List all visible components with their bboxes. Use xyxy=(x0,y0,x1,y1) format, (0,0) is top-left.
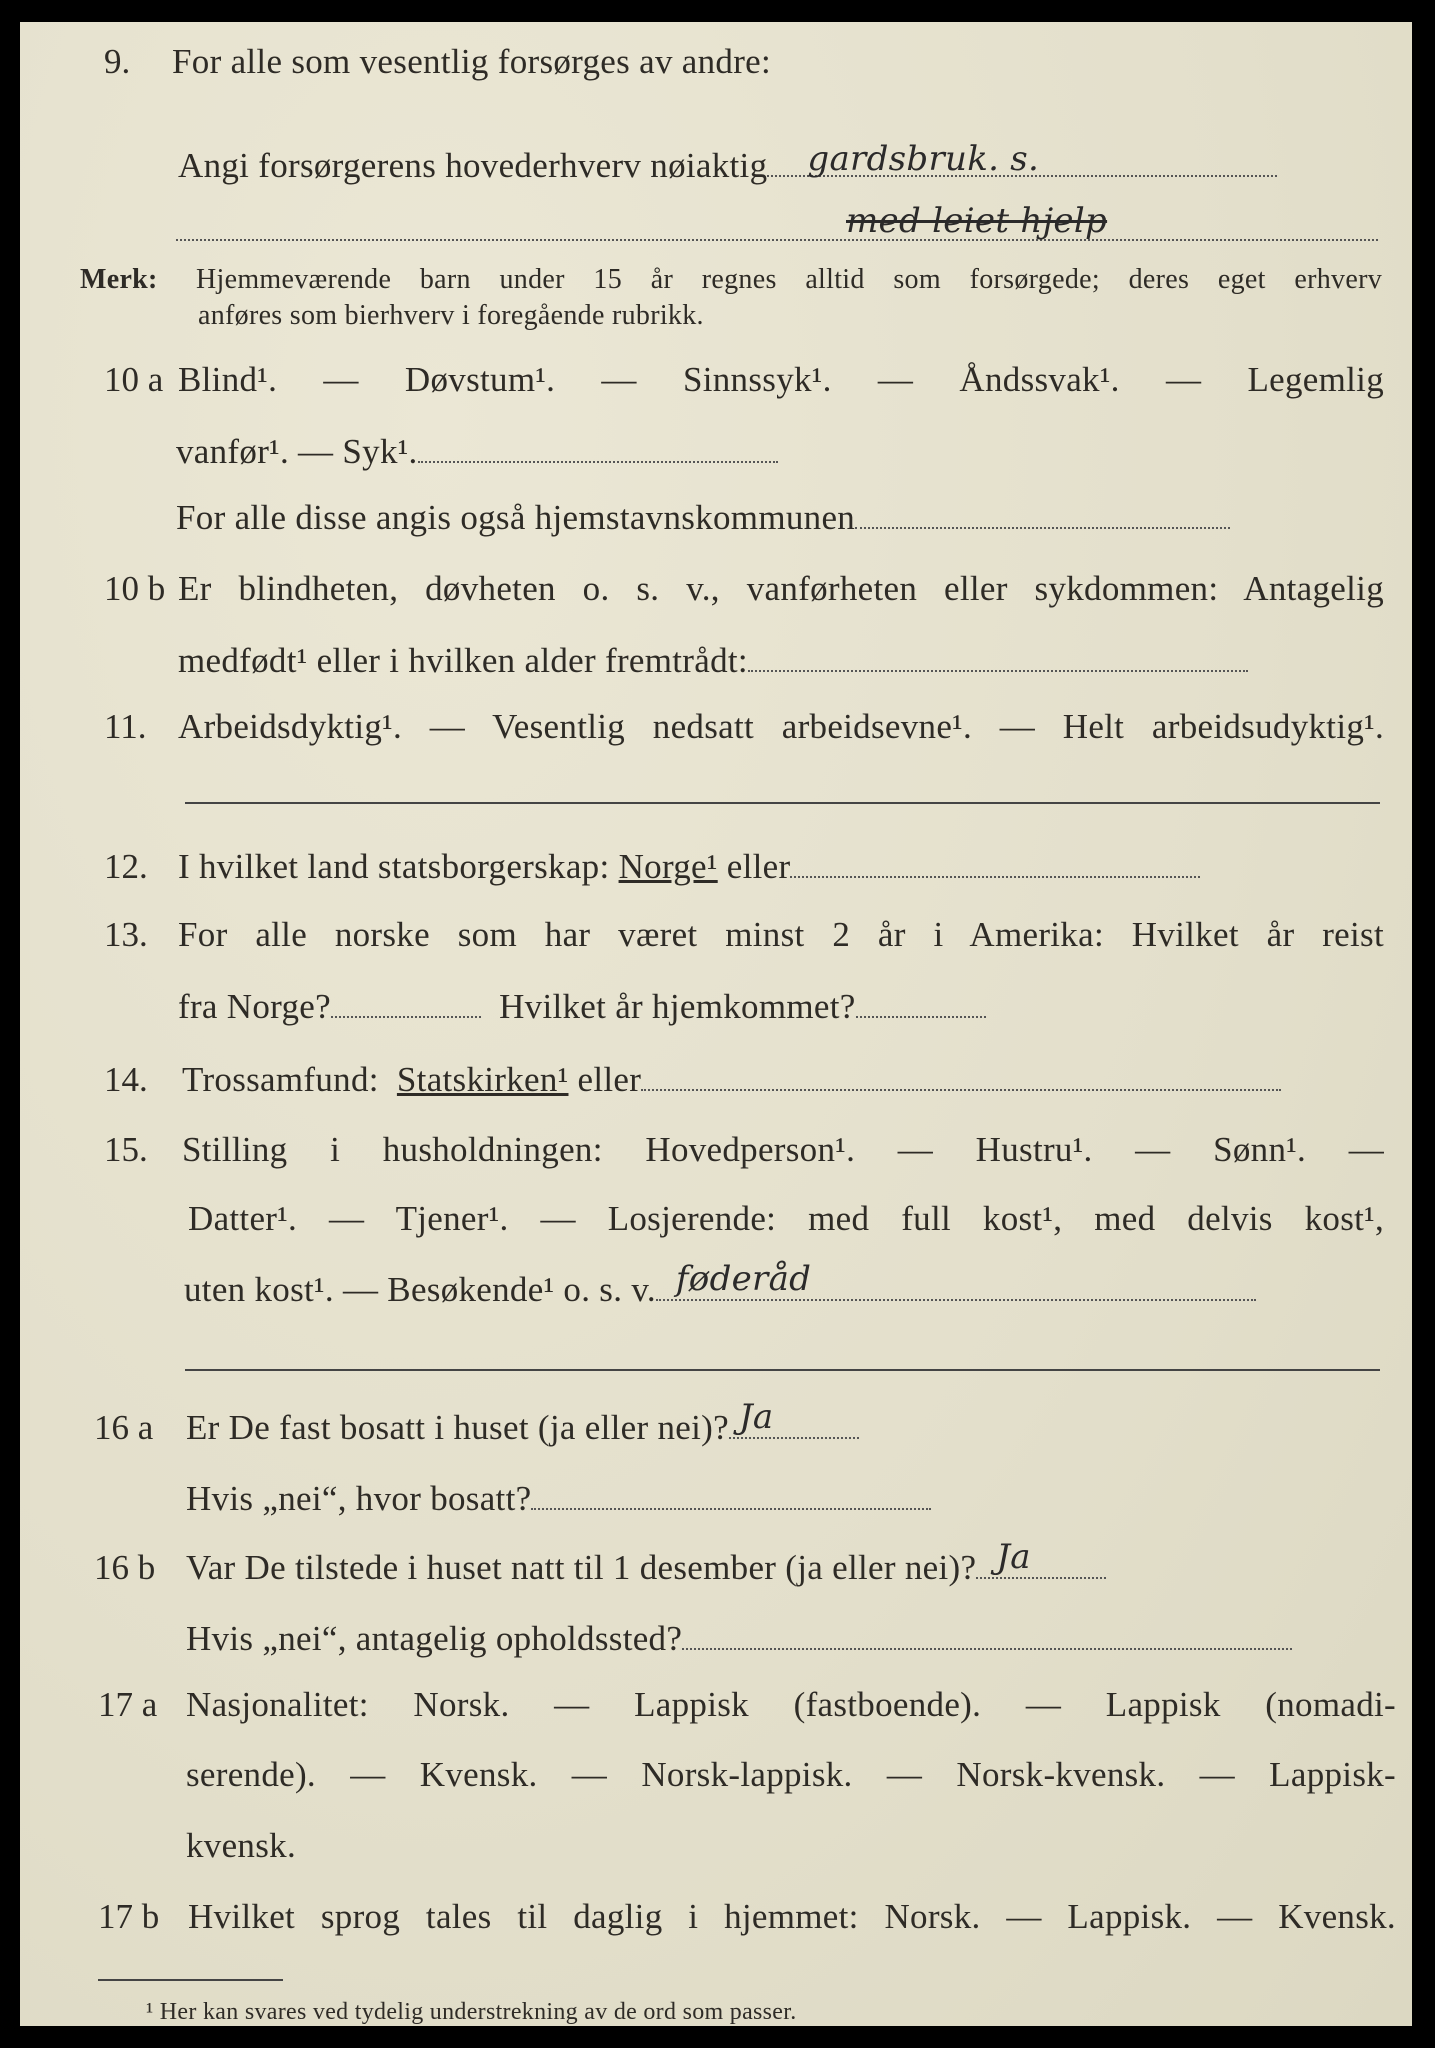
q12-selected-norge[interactable]: Norge¹ xyxy=(618,847,718,886)
q17a-line2: serende). — Kvensk. — Norsk-lappisk. — Norsk-kvensk. — Lappisk- xyxy=(186,1755,1396,1794)
q16a-line2-text: Hvis „nei“, hvor bosatt? xyxy=(186,1479,532,1518)
q9-line1: For alle som vesentlig forsørges av andre: xyxy=(172,42,772,81)
q9-answer1: gardsbruk. s. xyxy=(807,139,1040,179)
q13-reist-field[interactable] xyxy=(331,990,481,1018)
q15-answer: føderåd xyxy=(675,1259,812,1299)
q13-line1: For alle norske som har været minst 2 år i Amerika: Hvilket år reist xyxy=(178,915,1384,954)
q16b-opholdssted-field[interactable] xyxy=(682,1622,1292,1650)
q10a-number: 10 a xyxy=(104,360,164,399)
q17b-line1: Hvilket sprog tales til daglig i hjemmet: Norsk. — Lappisk. — Kvensk. xyxy=(188,1897,1396,1936)
q10a-line2-text: vanfør¹. — Syk¹. xyxy=(176,432,418,471)
q16b-line1 xyxy=(186,1537,1106,1588)
q15-line3-text: uten kost¹. — Besøkende¹ o. s. v. xyxy=(184,1270,656,1309)
q16a-answer: Ja xyxy=(738,1397,774,1437)
q11-line1: Arbeidsdyktig¹. — Vesentlig nedsatt arbeidsevne¹. — Helt arbeidsudyktig¹. xyxy=(178,707,1384,746)
q12-number: 12. xyxy=(104,847,148,886)
q15-number: 15. xyxy=(104,1130,148,1169)
q9-answer-field[interactable] xyxy=(767,139,1277,179)
q13-number: 13. xyxy=(104,915,148,954)
q16a-line1 xyxy=(186,1397,859,1448)
q10b-line1: Er blindheten, døvheten o. s. v., vanførheten eller sykdommen: Antagelig xyxy=(178,569,1384,608)
q15-answer-field[interactable] xyxy=(656,1259,1256,1301)
q12-line xyxy=(178,847,1200,887)
q10a-line2 xyxy=(176,432,778,472)
q10a-answer-field[interactable] xyxy=(418,435,778,463)
q14-line xyxy=(182,1060,1384,1100)
q13-line2a: fra Norge? xyxy=(178,987,331,1026)
q9-answer2-field[interactable] xyxy=(176,201,1378,241)
q9-number: 9. xyxy=(104,42,131,81)
divider xyxy=(185,1369,1380,1371)
q16a-bosatt-field[interactable] xyxy=(531,1482,931,1510)
q13-line2b: Hvilket år hjemkommet? xyxy=(499,987,856,1026)
q16b-line2 xyxy=(186,1619,1384,1659)
q17a-line3: kvensk. xyxy=(186,1826,297,1865)
q9-line2 xyxy=(178,139,1384,186)
q16a-number: 16 a xyxy=(94,1408,154,1447)
merk-line2: anføres som bierhverv i foregående rubrikk. xyxy=(198,300,704,331)
q14-selected-statskirken[interactable]: Statskirken¹ xyxy=(396,1060,569,1099)
q17a-number: 17 a xyxy=(98,1685,158,1724)
q13-line2 xyxy=(178,987,986,1027)
q9-line3 xyxy=(176,201,1384,250)
footnote: ¹ Her kan svares ved tydelig understrekning av de ord som passer. xyxy=(146,1999,797,2025)
q10a-line1: Blind¹. — Døvstum¹. — Sinnssyk¹. — Åndssvak¹. — Legemlig xyxy=(178,360,1384,399)
q10a-line3 xyxy=(176,498,1384,538)
q12-answer-field[interactable] xyxy=(790,850,1200,878)
q16b-line2-text: Hvis „nei“, antagelig opholdssted? xyxy=(186,1619,683,1658)
q10a-line3-text: For alle disse angis også hjemstavnskommunen xyxy=(176,498,856,537)
q17a-line1: Nasjonalitet: Norsk. — Lappisk (fastboende). — Lappisk (nomadi- xyxy=(186,1685,1396,1724)
q15-line3 xyxy=(184,1259,1384,1310)
q16a-line2 xyxy=(186,1479,931,1519)
q16b-answer: Ja xyxy=(996,1537,1031,1577)
q10b-number: 10 b xyxy=(104,569,166,608)
q14-rest: eller xyxy=(577,1060,642,1099)
merk-label: Merk: xyxy=(80,264,158,295)
q14-answer-field[interactable] xyxy=(641,1063,1281,1091)
footnote-rule xyxy=(98,1979,283,1981)
q15-line1: Stilling i husholdningen: Hovedperson¹. — Hustru¹. — Sønn¹. — xyxy=(182,1130,1384,1169)
q16b-answer-field[interactable] xyxy=(976,1537,1106,1579)
q11-number: 11. xyxy=(104,707,147,746)
merk-line1: Hjemmeværende barn under 15 år regnes alltid som forsørgede; deres eget erhverv xyxy=(196,264,1382,295)
q17b-number: 17 b xyxy=(98,1897,160,1936)
q16a-answer-field[interactable] xyxy=(729,1397,859,1439)
q16b-line1-text: Var De tilstede i huset natt til 1 desember (ja eller nei)? xyxy=(186,1548,977,1587)
q16b-number: 16 b xyxy=(94,1548,156,1587)
q10b-answer-field[interactable] xyxy=(748,644,1248,672)
q9-answer2: med leiet hjelp xyxy=(846,201,1108,241)
q15-line2: Datter¹. — Tjener¹. — Losjerende: med full kost¹, med delvis kost¹, xyxy=(188,1199,1384,1238)
q12-label: I hvilket land statsborgerskap: xyxy=(178,847,610,886)
q10b-line2-text: medfødt¹ eller i hvilken alder fremtrådt: xyxy=(178,641,748,680)
q16a-line1-text: Er De fast bosatt i huset (ja eller nei)? xyxy=(186,1408,729,1447)
q9-label: Angi forsørgerens hovederhverv nøiaktig xyxy=(178,146,768,185)
q14-number: 14. xyxy=(104,1060,148,1099)
q10b-line2 xyxy=(178,641,1248,681)
divider xyxy=(185,802,1380,804)
q14-label: Trossamfund: xyxy=(182,1060,379,1099)
q13-hjemkommet-field[interactable] xyxy=(856,990,986,1018)
q10a-hjemstavn-field[interactable] xyxy=(855,501,1230,529)
q12-rest: eller xyxy=(726,847,791,886)
